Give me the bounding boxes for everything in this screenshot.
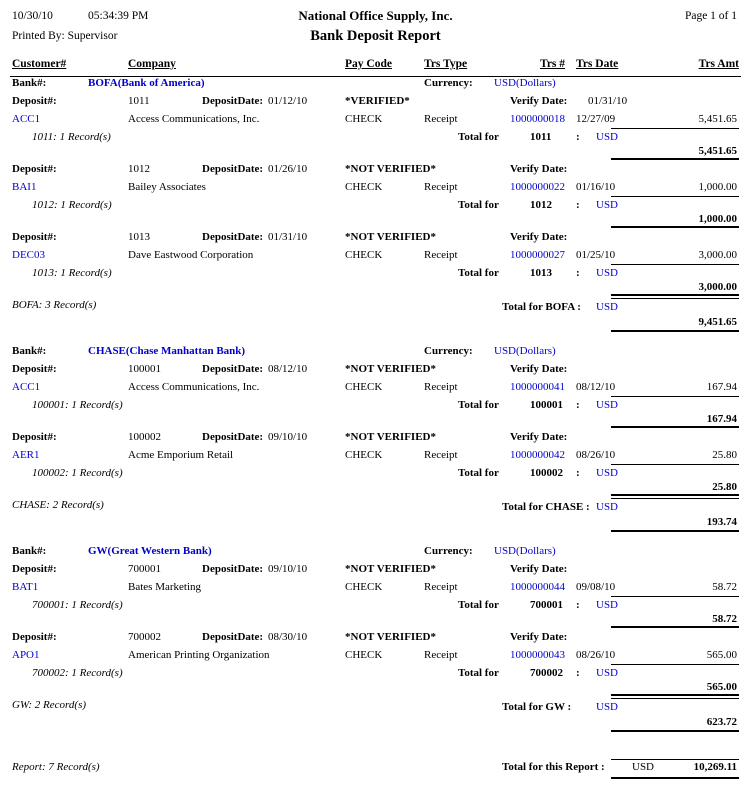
trs-amount: 1,000.00 (698, 181, 737, 193)
total-rule-heavy (611, 158, 739, 160)
bank-label: Bank#: (12, 77, 47, 89)
deposit-total-number: 1012 (530, 199, 552, 211)
deposit-status: *NOT VERIFIED* (345, 231, 436, 243)
bank-record-count: BOFA: 3 Record(s) (12, 299, 97, 311)
total-rule-heavy (611, 530, 739, 532)
total-rule-heavy (611, 694, 739, 696)
trs-type: Receipt (424, 649, 458, 661)
deposit-total-currency: USD (596, 599, 619, 611)
deposit-total-currency: USD (596, 399, 619, 411)
bank-total-label: Total for GW : (502, 701, 572, 713)
deposit-total-amount: 5,451.65 (698, 145, 737, 157)
customer-number[interactable]: AER1 (12, 449, 40, 461)
deposit-record-count: 100002: 1 Record(s) (32, 467, 123, 479)
deposit-status: *NOT VERIFIED* (345, 363, 436, 375)
bank-total-currency: USD (596, 301, 619, 313)
currency-value: USD(Dollars) (494, 77, 556, 89)
total-rule (611, 664, 739, 665)
deposit-date-value: 08/12/10 (268, 363, 308, 375)
deposit-total-amount: 58.72 (712, 613, 737, 625)
total-rule (611, 596, 739, 597)
customer-number[interactable]: APO1 (12, 649, 40, 661)
deposit-date-label: DepositDate: (202, 95, 264, 107)
verify-date-label: Verify Date: (510, 363, 568, 375)
trs-amount: 58.72 (712, 581, 737, 593)
print-time: 05:34:39 PM (88, 10, 149, 22)
deposit-total-number: 100002 (530, 467, 563, 479)
currency-label: Currency: (424, 77, 473, 89)
trs-date: 12/27/09 (576, 113, 616, 125)
company-name: National Office Supply, Inc. (298, 8, 453, 23)
deposit-total-colon: : (576, 267, 580, 279)
deposit-record-count: 700001: 1 Record(s) (32, 599, 123, 611)
currency-value: USD(Dollars) (494, 545, 556, 557)
col-pay-code: Pay Code (345, 58, 392, 70)
deposit-date-label: DepositDate: (202, 563, 264, 575)
deposit-status: *VERIFIED* (345, 95, 410, 107)
deposit-total-colon: : (576, 467, 580, 479)
trs-type: Receipt (424, 381, 458, 393)
deposit-date-value: 01/26/10 (268, 163, 308, 175)
deposit-status: *NOT VERIFIED* (345, 163, 436, 175)
total-rule-heavy (611, 226, 739, 228)
deposit-record-count: 1012: 1 Record(s) (32, 199, 112, 211)
currency-label: Currency: (424, 345, 473, 357)
deposit-total-colon: : (576, 199, 580, 211)
deposit-total-label: Total for (458, 399, 499, 411)
col-customer: Customer# (12, 58, 67, 70)
bank-total-label: Total for CHASE : (502, 501, 590, 513)
deposit-label: Deposit#: (12, 95, 57, 107)
deposit-number: 700001 (128, 563, 161, 575)
deposit-record-count: 1013: 1 Record(s) (32, 267, 112, 279)
deposit-number: 1013 (128, 231, 150, 243)
pay-code: CHECK (345, 381, 383, 393)
total-rule-heavy (611, 730, 739, 732)
deposit-number: 100001 (128, 363, 161, 375)
page-title: Bank Deposit Report (310, 28, 441, 44)
bank-record-count: GW: 2 Record(s) (12, 699, 87, 711)
bank-name[interactable]: CHASE(Chase Manhattan Bank) (88, 345, 246, 357)
trs-amount: 3,000.00 (698, 249, 737, 261)
bank-record-count: CHASE: 2 Record(s) (12, 499, 104, 511)
pay-code: CHECK (345, 581, 383, 593)
trs-amount: 5,451.65 (698, 113, 737, 125)
deposit-total-label: Total for (458, 131, 499, 143)
deposit-total-number: 1013 (530, 267, 552, 279)
total-rule (611, 264, 739, 265)
trs-date: 08/12/10 (576, 381, 616, 393)
column-headers (10, 58, 741, 76)
trs-date: 01/16/10 (576, 181, 616, 193)
deposit-number: 1011 (128, 95, 150, 107)
report-total-amount: 10,269.11 (693, 761, 737, 773)
trs-type: Receipt (424, 581, 458, 593)
company-name: Dave Eastwood Corporation (128, 249, 254, 261)
bank-total-currency: USD (596, 701, 619, 713)
deposit-date-label: DepositDate: (202, 431, 264, 443)
customer-number[interactable]: BAI1 (12, 181, 37, 193)
company-name: Bailey Associates (128, 181, 206, 193)
trs-amount: 167.94 (706, 381, 737, 393)
trs-amount: 565.00 (706, 649, 737, 661)
verify-date-label: Verify Date: (510, 563, 568, 575)
deposit-record-count: 700002: 1 Record(s) (32, 667, 123, 679)
print-date: 10/30/10 (12, 10, 53, 22)
deposit-label: Deposit#: (12, 163, 57, 175)
deposit-number: 700002 (128, 631, 161, 643)
trs-date: 08/26/10 (576, 649, 616, 661)
deposit-total-currency: USD (596, 131, 619, 143)
deposit-label: Deposit#: (12, 363, 57, 375)
deposit-total-label: Total for (458, 467, 499, 479)
verify-date-label: Verify Date: (510, 631, 568, 643)
total-rule-heavy (611, 626, 739, 628)
report-record-count: Report: 7 Record(s) (12, 761, 100, 773)
company-name: Access Communications, Inc. (128, 381, 260, 393)
deposit-date-value: 09/10/10 (268, 563, 308, 575)
pay-code: CHECK (345, 649, 383, 661)
currency-label: Currency: (424, 545, 473, 557)
total-rule-heavy (611, 426, 739, 428)
col-trs-amt: Trs Amt (698, 58, 739, 70)
report-footer (10, 759, 741, 789)
bank-total-amount: 9,451.65 (698, 316, 737, 328)
report-total-rule-bottom (611, 777, 739, 779)
printed-by: Printed By: Supervisor (12, 30, 118, 42)
deposit-total-label: Total for (458, 199, 499, 211)
verify-date-label: Verify Date: (510, 163, 568, 175)
deposit-total-colon: : (576, 399, 580, 411)
bank-total-amount: 193.74 (706, 516, 737, 528)
customer-number[interactable]: BAT1 (12, 581, 39, 593)
verify-date-value: 01/31/10 (588, 95, 628, 107)
deposit-date-value: 09/10/10 (268, 431, 308, 443)
deposit-total-number: 700001 (530, 599, 563, 611)
pay-code: CHECK (345, 449, 383, 461)
deposit-date-label: DepositDate: (202, 363, 264, 375)
deposit-total-label: Total for (458, 267, 499, 279)
col-trs-type: Trs Type (424, 58, 468, 70)
deposit-total-amount: 565.00 (706, 681, 737, 693)
currency-value: USD(Dollars) (494, 345, 556, 357)
trs-number[interactable]: 1000000043 (510, 649, 565, 661)
bank-total-amount: 623.72 (706, 716, 737, 728)
deposit-total-currency: USD (596, 467, 619, 479)
verify-date-label: Verify Date: (510, 431, 568, 443)
trs-number[interactable]: 1000000041 (510, 381, 565, 393)
col-trs-date: Trs Date (576, 58, 619, 70)
company-name: Acme Emporium Retail (128, 449, 234, 461)
company-name: Access Communications, Inc. (128, 113, 260, 125)
trs-amount: 25.80 (712, 449, 737, 461)
verify-date-label: Verify Date: (510, 95, 568, 107)
bank-label: Bank#: (12, 545, 47, 557)
deposit-label: Deposit#: (12, 631, 57, 643)
deposit-date-value: 08/30/10 (268, 631, 308, 643)
total-rule (611, 298, 739, 299)
col-trs-num: Trs # (540, 58, 566, 70)
deposit-total-currency: USD (596, 667, 619, 679)
report-total-label: Total for this Report : (502, 761, 605, 773)
total-rule (611, 196, 739, 197)
trs-type: Receipt (424, 113, 458, 125)
col-company: Company (128, 58, 176, 70)
bank-name[interactable]: GW(Great Western Bank) (88, 545, 212, 557)
page-number: Page 1 of 1 (684, 10, 737, 22)
total-rule (611, 464, 739, 465)
total-rule-heavy (611, 494, 739, 496)
trs-number[interactable]: 1000000022 (510, 181, 565, 193)
report-header (10, 8, 741, 54)
deposit-total-number: 700002 (530, 667, 563, 679)
total-rule-heavy (611, 294, 739, 296)
company-name: American Printing Organization (128, 649, 270, 661)
pay-code: CHECK (345, 113, 383, 125)
bank-total-currency: USD (596, 501, 619, 513)
total-rule (611, 698, 739, 699)
report-total-currency: USD (632, 761, 655, 773)
company-name: Bates Marketing (128, 581, 202, 593)
bank-total-label: Total for BOFA : (502, 301, 581, 313)
deposit-total-colon: : (576, 131, 580, 143)
deposit-total-amount: 167.94 (706, 413, 737, 425)
customer-number[interactable]: DEC03 (12, 249, 45, 261)
deposit-number: 100002 (128, 431, 161, 443)
deposit-total-label: Total for (458, 667, 499, 679)
deposit-total-currency: USD (596, 267, 619, 279)
customer-number[interactable]: ACC1 (12, 113, 41, 125)
deposit-total-amount: 25.80 (712, 481, 737, 493)
deposit-record-count: 1011: 1 Record(s) (32, 131, 111, 143)
report-total-rule-top (611, 759, 739, 760)
deposit-total-amount: 1,000.00 (698, 213, 737, 225)
deposit-status: *NOT VERIFIED* (345, 563, 436, 575)
total-rule-heavy (611, 330, 739, 332)
deposit-total-number: 1011 (530, 131, 552, 143)
trs-number[interactable]: 1000000018 (510, 113, 565, 125)
deposit-total-colon: : (576, 667, 580, 679)
report-body (10, 77, 741, 745)
trs-type: Receipt (424, 449, 458, 461)
trs-date: 01/25/10 (576, 249, 616, 261)
deposit-total-number: 100001 (530, 399, 563, 411)
deposit-record-count: 100001: 1 Record(s) (32, 399, 123, 411)
bank-label: Bank#: (12, 345, 47, 357)
pay-code: CHECK (345, 181, 383, 193)
deposit-label: Deposit#: (12, 231, 57, 243)
trs-number[interactable]: 1000000027 (510, 249, 565, 261)
bank-name[interactable]: BOFA(Bank of America) (88, 77, 205, 89)
total-rule (611, 498, 739, 499)
deposit-date-label: DepositDate: (202, 163, 264, 175)
deposit-label: Deposit#: (12, 563, 57, 575)
deposit-date-label: DepositDate: (202, 231, 264, 243)
trs-type: Receipt (424, 181, 458, 193)
customer-number[interactable]: ACC1 (12, 381, 41, 393)
deposit-date-value: 01/12/10 (268, 95, 308, 107)
deposit-label: Deposit#: (12, 431, 57, 443)
deposit-status: *NOT VERIFIED* (345, 631, 436, 643)
deposit-total-colon: : (576, 599, 580, 611)
deposit-total-label: Total for (458, 599, 499, 611)
total-rule (611, 396, 739, 397)
trs-type: Receipt (424, 249, 458, 261)
trs-number[interactable]: 1000000042 (510, 449, 565, 461)
verify-date-label: Verify Date: (510, 231, 568, 243)
deposit-number: 1012 (128, 163, 150, 175)
deposit-total-currency: USD (596, 199, 619, 211)
pay-code: CHECK (345, 249, 383, 261)
total-rule (611, 128, 739, 129)
deposit-total-amount: 3,000.00 (698, 281, 737, 293)
trs-date: 09/08/10 (576, 581, 616, 593)
deposit-status: *NOT VERIFIED* (345, 431, 436, 443)
deposit-date-value: 01/31/10 (268, 231, 308, 243)
deposit-date-label: DepositDate: (202, 631, 264, 643)
trs-number[interactable]: 1000000044 (510, 581, 565, 593)
trs-date: 08/26/10 (576, 449, 616, 461)
